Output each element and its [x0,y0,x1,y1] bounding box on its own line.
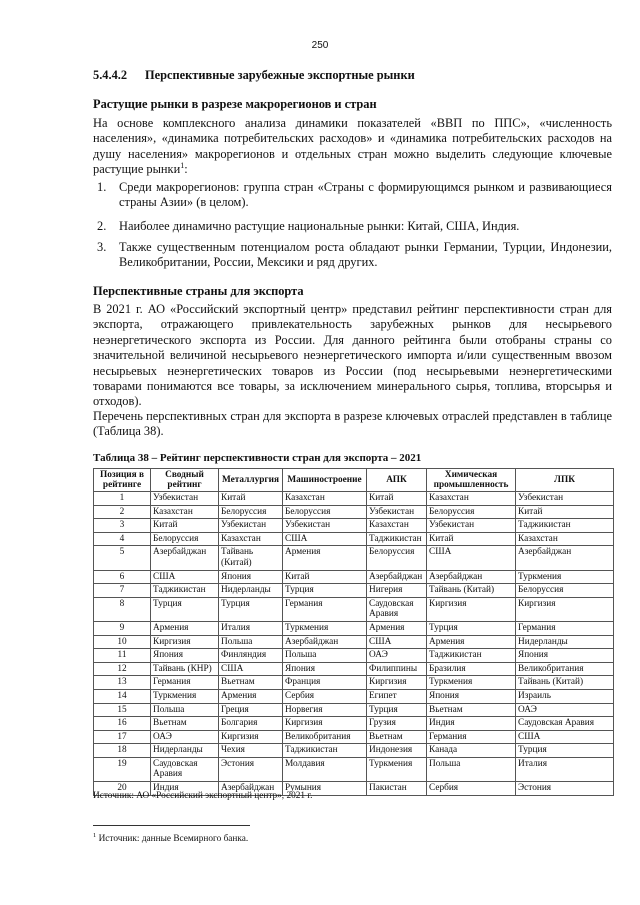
table-cell: США [516,730,614,744]
table-cell: 19 [94,757,151,781]
table-cell: Вьетнам [219,676,283,690]
footnote-divider [93,825,250,826]
list-marker: 3. [97,240,107,254]
table-row [94,597,614,621]
table-row [94,689,614,703]
section-heading [93,68,415,83]
table-row [94,505,614,519]
table-cell: Туркмения [516,570,614,584]
table-cell: США [151,570,219,584]
table-cell: ОАЭ [516,703,614,717]
table-cell: Армения [367,621,427,635]
table-cell: Польша [283,649,367,663]
table-cell: Турция [151,597,219,621]
table-cell: Армения [283,546,367,570]
table-cell: Германия [427,730,516,744]
table-cell: Узбекистан [516,492,614,506]
table-cell: Грузия [367,717,427,731]
table-cell: Индия [427,717,516,731]
table-cell: Казахстан [516,532,614,546]
table-cell: 5 [94,546,151,570]
table-cell: Таджикистан [516,519,614,533]
table-row [94,717,614,731]
table-cell: 12 [94,662,151,676]
footnote [93,832,248,844]
table-cell: Япония [283,662,367,676]
table-row [94,662,614,676]
table-cell: Индонезия [367,744,427,758]
table-cell: Канада [427,744,516,758]
table-cell: Тайвань (Китай) [219,546,283,570]
table-cell: Филиппины [367,662,427,676]
table-cell: Азербайджан [151,546,219,570]
table-cell: Саудовская Аравия [516,717,614,731]
table-cell: Сербия [427,782,516,796]
table-cell: Франция [283,676,367,690]
list-item-text: Среди макрорегионов: группа стран «Страны с формирующимся рынком и развивающиеся страны Азии» (в целом). [119,180,612,210]
table-cell: Узбекистан [151,492,219,506]
table-cell: Белоруссия [219,505,283,519]
table-cell: Казахстан [427,492,516,506]
table-cell: Туркмения [427,676,516,690]
table-row [94,703,614,717]
section-title: Перспективные зарубежные экспортные рынки [145,68,415,82]
table-cell: Киргизия [283,717,367,731]
table-cell: Япония [427,689,516,703]
table-cell: Германия [151,676,219,690]
table-header-cell: Сводный рейтинг [151,469,219,492]
footnote-marker: 1 [93,832,97,839]
table-cell: Киргизия [516,597,614,621]
growing-paragraph-end: : [184,162,188,177]
table-header-cell: АПК [367,469,427,492]
table-row [94,757,614,781]
rating-table [93,468,614,796]
table-cell: 8 [94,597,151,621]
table-cell: Великобритания [283,730,367,744]
table-row [94,744,614,758]
list-item [93,240,612,271]
prospective-paragraph-2: Перечень перспективных стран для экспорта в разрезе ключевых отраслей представлен в таблице (Таблица 38). [93,409,612,439]
table-row [94,649,614,663]
table-row [94,492,614,506]
table-cell: 16 [94,717,151,731]
table-cell: Болгария [219,717,283,731]
table-cell: 14 [94,689,151,703]
table-cell: Турция [219,597,283,621]
table-cell: Польша [151,703,219,717]
table-cell: Азербайджан [219,782,283,796]
table-row [94,635,614,649]
table-row [94,519,614,533]
table-cell: 6 [94,570,151,584]
table-cell: Нидерланды [219,584,283,598]
table-cell: ОАЭ [151,730,219,744]
table-cell: Казахстан [219,532,283,546]
table-cell: Вьетнам [151,717,219,731]
table-cell: Белоруссия [283,505,367,519]
table-cell: 20 [94,782,151,796]
table-cell: Киргизия [219,730,283,744]
list-marker: 2. [97,219,107,233]
table-cell: Пакистан [367,782,427,796]
table-cell: Турция [427,621,516,635]
table-cell: Чехия [219,744,283,758]
table-cell: 1 [94,492,151,506]
table-row [94,546,614,570]
table-body [94,492,614,796]
table-cell: Япония [151,649,219,663]
footnote-text: Источник: данные Всемирного банка. [96,834,249,845]
table-cell: Азербайджан [427,570,516,584]
table-cell: Вьетнам [367,730,427,744]
table-cell: Белоруссия [516,584,614,598]
table-cell: Армения [151,621,219,635]
list-marker: 1. [97,180,107,194]
table-row [94,532,614,546]
table-source: Источник: АО «Российский экспортный центр», 2021 г. [93,791,313,801]
table-cell: 10 [94,635,151,649]
table-cell: Таджикистан [151,584,219,598]
table-cell: Китай [219,492,283,506]
table-cell: 3 [94,519,151,533]
table-cell: Тайвань (Китай) [516,676,614,690]
table-cell: Германия [516,621,614,635]
table-cell: Финляндия [219,649,283,663]
table-header-row [94,469,614,492]
table-cell: США [367,635,427,649]
table-cell: Япония [219,570,283,584]
table-row [94,570,614,584]
table-header-cell: Металлургия [219,469,283,492]
table-cell: Молдавия [283,757,367,781]
list-item [93,180,612,211]
table-cell: Белоруссия [151,532,219,546]
table-cell: Нидерланды [516,635,614,649]
table-cell: США [283,532,367,546]
table-cell: ОАЭ [367,649,427,663]
table-cell: Белоруссия [427,505,516,519]
table-cell: Польша [219,635,283,649]
table-cell: Армения [427,635,516,649]
table-cell: Эстония [516,782,614,796]
list-item [93,219,612,234]
table-cell: Таджикистан [367,532,427,546]
table-cell: 4 [94,532,151,546]
table-cell: США [427,546,516,570]
table-cell: Нидерланды [151,744,219,758]
table-row [94,676,614,690]
table-cell: Германия [283,597,367,621]
table-cell: Киргизия [151,635,219,649]
table-caption: Таблица 38 – Рейтинг перспективности стран для экспорта – 2021 [93,452,422,464]
table-cell: Казахстан [151,505,219,519]
table-header-cell: Позиция в рейтинге [94,469,151,492]
table-cell: Казахстан [283,492,367,506]
table-cell: 9 [94,621,151,635]
table-cell: Япония [516,649,614,663]
table-header-cell: Химическая промышленность [427,469,516,492]
table-cell: Таджикистан [283,744,367,758]
table-cell: Италия [516,757,614,781]
table-cell: Узбекистан [427,519,516,533]
growing-markets-heading: Растущие рынки в разрезе макрорегионов и стран [93,97,377,111]
list-item-text: Также существенным потенциалом роста обладают рынки Германии, Турции, Индонезии, Великобритании, России, Мексики и ряд других. [119,240,612,270]
table-cell: Греция [219,703,283,717]
table-cell: Тайвань (КНР) [151,662,219,676]
table-cell: Израиль [516,689,614,703]
table-cell: Норвегия [283,703,367,717]
footnote-ref[interactable]: 1 [180,161,185,171]
table-cell: 7 [94,584,151,598]
table-cell: 13 [94,676,151,690]
table-cell: Киргизия [427,597,516,621]
table-cell: Польша [427,757,516,781]
prospective-countries-heading: Перспективные страны для экспорта [93,284,304,298]
table-cell: Узбекистан [283,519,367,533]
table-cell: 2 [94,505,151,519]
list-item-text: Наиболее динамично растущие национальные рынки: Китай, США, Индия. [119,219,520,233]
table-cell: Турция [283,584,367,598]
table-cell: Белоруссия [367,546,427,570]
table-cell: Китай [427,532,516,546]
table-cell: Китай [151,519,219,533]
table-cell: Казахстан [367,519,427,533]
table-cell: Армения [219,689,283,703]
table-cell: Эстония [219,757,283,781]
table-cell: Азербайджан [283,635,367,649]
table-cell: Туркмения [151,689,219,703]
table-cell: Узбекистан [367,505,427,519]
prospective-paragraph-1: В 2021 г. АО «Российский экспортный центр» представил рейтинг перспективности стран для экспорта, отражающего привлекательность зарубежных рынков для несырьевого неэнергетического экспорта из России. Для данного рейтинга были отобраны страны со значительной величиной несырьевого неэнергетического импорта и/или существенным ввозом несырьевых неэнергетических товаров из России (под несырьевыми неэнергетическими товарами понимаются все товары, за исключением минерального сырья, топлива, вторсырья и отходов). [93,302,612,409]
table-cell: Азербайджан [367,570,427,584]
table-cell: Китай [283,570,367,584]
table-cell: Великобритания [516,662,614,676]
table-cell: Вьетнам [427,703,516,717]
table-cell: США [219,662,283,676]
table-cell: Египет [367,689,427,703]
table-cell: Киргизия [367,676,427,690]
table-header-cell: Машиностроение [283,469,367,492]
table-row [94,730,614,744]
table-cell: Нигерия [367,584,427,598]
table-cell: Бразилия [427,662,516,676]
table-cell: Турция [516,744,614,758]
table-cell: Саудовская Аравия [367,597,427,621]
section-number: 5.4.4.2 [93,68,128,82]
table-cell: 15 [94,703,151,717]
table-cell: Турция [367,703,427,717]
table-cell: 11 [94,649,151,663]
table-cell: Тайвань (Китай) [427,584,516,598]
growing-paragraph-text: На основе комплексного анализа динамики показателей «ВВП по ППС», «численность населения», «динамика потребительских расходов» и «динамика потребительских расходов на душу населения» макрорегионов и отдельных стран можно выделить следующие ключевые растущие рынки [93,116,612,177]
table-row [94,621,614,635]
table-row [94,584,614,598]
table-cell: Узбекистан [219,519,283,533]
table-cell: 17 [94,730,151,744]
table-cell: Туркмения [367,757,427,781]
table-cell: 18 [94,744,151,758]
page-number: 250 [311,40,329,51]
table-cell: Румыния [283,782,367,796]
table-cell: Азербайджан [516,546,614,570]
growing-markets-paragraph [93,116,612,178]
table-header-cell: ЛПК [516,469,614,492]
table-cell: Китай [367,492,427,506]
table-cell: Италия [219,621,283,635]
table-cell: Индия [151,782,219,796]
table-cell: Таджикистан [427,649,516,663]
table-cell: Саудовская Аравия [151,757,219,781]
table-cell: Туркмения [283,621,367,635]
table-cell: Сербия [283,689,367,703]
table-cell: Китай [516,505,614,519]
